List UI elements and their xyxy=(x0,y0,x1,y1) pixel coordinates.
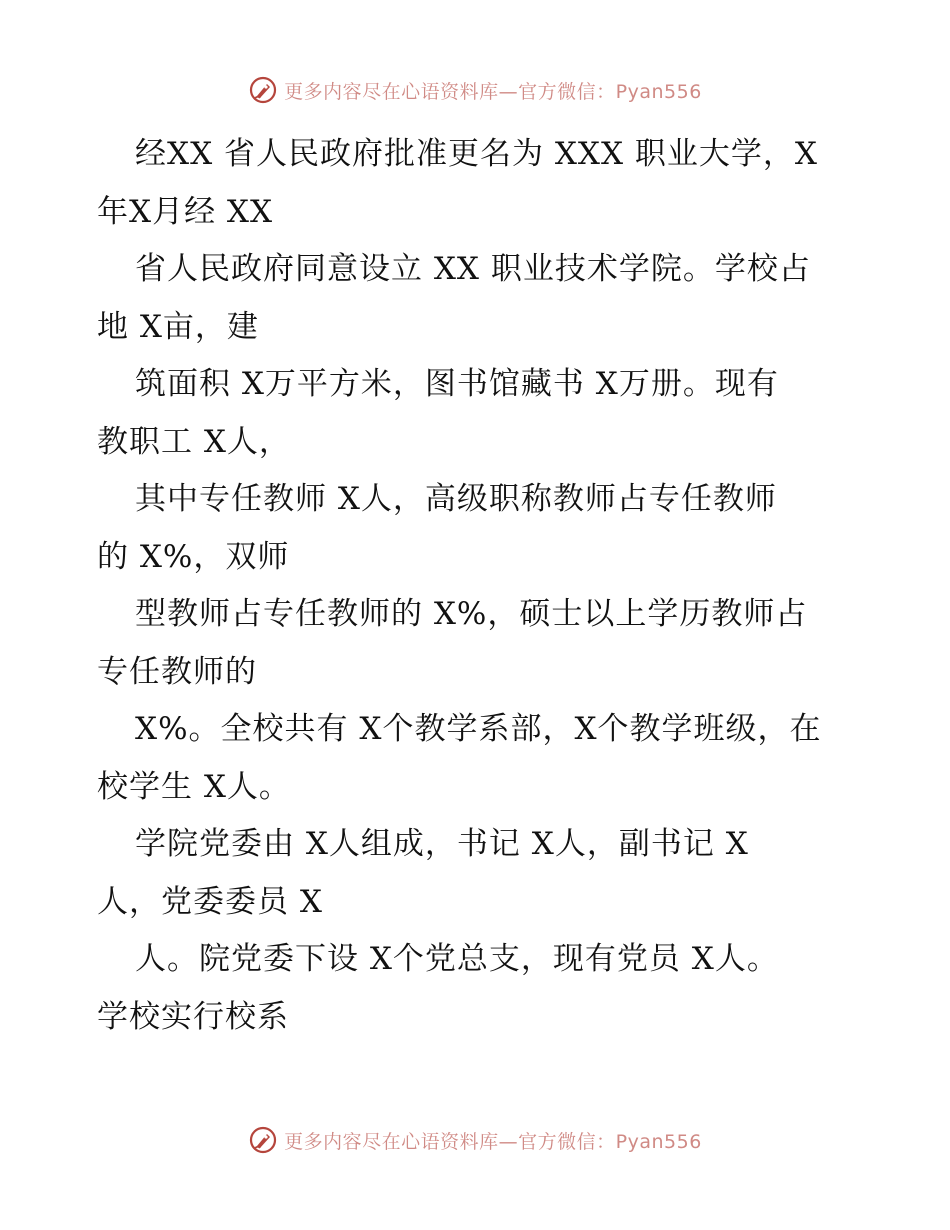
text-line: 人。院党委下设 X个党总支，现有党员 X人。 xyxy=(135,941,779,977)
text-line: 学校实行校系 xyxy=(97,998,289,1035)
text-line: 人，党委委员 X xyxy=(97,883,323,920)
text-line: 地 X亩，建 xyxy=(97,308,259,345)
document-body xyxy=(97,126,857,1046)
text-line: 经XX 省人民政府批准更名为 XXX 职业大学，X xyxy=(135,136,818,172)
header-watermark xyxy=(0,70,950,110)
text-line: 学院党委由 X人组成，书记 X人，副书记 X xyxy=(135,826,749,862)
text-line: 校学生 X人。 xyxy=(97,768,291,805)
text-line: 年X月经 XX xyxy=(97,193,274,230)
watermark-text: 更多内容尽在心语资料库—官方微信：Pyan556 xyxy=(284,80,702,103)
text-line: 专任教师的 xyxy=(97,653,257,690)
footer-watermark xyxy=(0,1120,950,1160)
pen-nib-circle-icon xyxy=(248,75,278,105)
text-line: 型教师占专任教师的 X%，硕士以上学历教师占 xyxy=(135,596,808,632)
watermark-text: 更多内容尽在心语资料库—官方微信：Pyan556 xyxy=(284,1130,702,1153)
text-line: 省人民政府同意设立 XX 职业技术学院。学校占 xyxy=(135,251,811,287)
text-line: 其中专任教师 X人，高级职称教师占专任教师 xyxy=(135,481,777,517)
text-line: 教职工 X人， xyxy=(97,423,291,460)
text-line: X%。全校共有 X个教学系部，X个教学班级，在 xyxy=(135,711,822,747)
text-line: 的 X%，双师 xyxy=(97,538,290,575)
pen-nib-circle-icon xyxy=(248,1125,278,1155)
text-line: 筑面积 X万平方米，图书馆藏书 X万册。现有 xyxy=(135,366,779,402)
